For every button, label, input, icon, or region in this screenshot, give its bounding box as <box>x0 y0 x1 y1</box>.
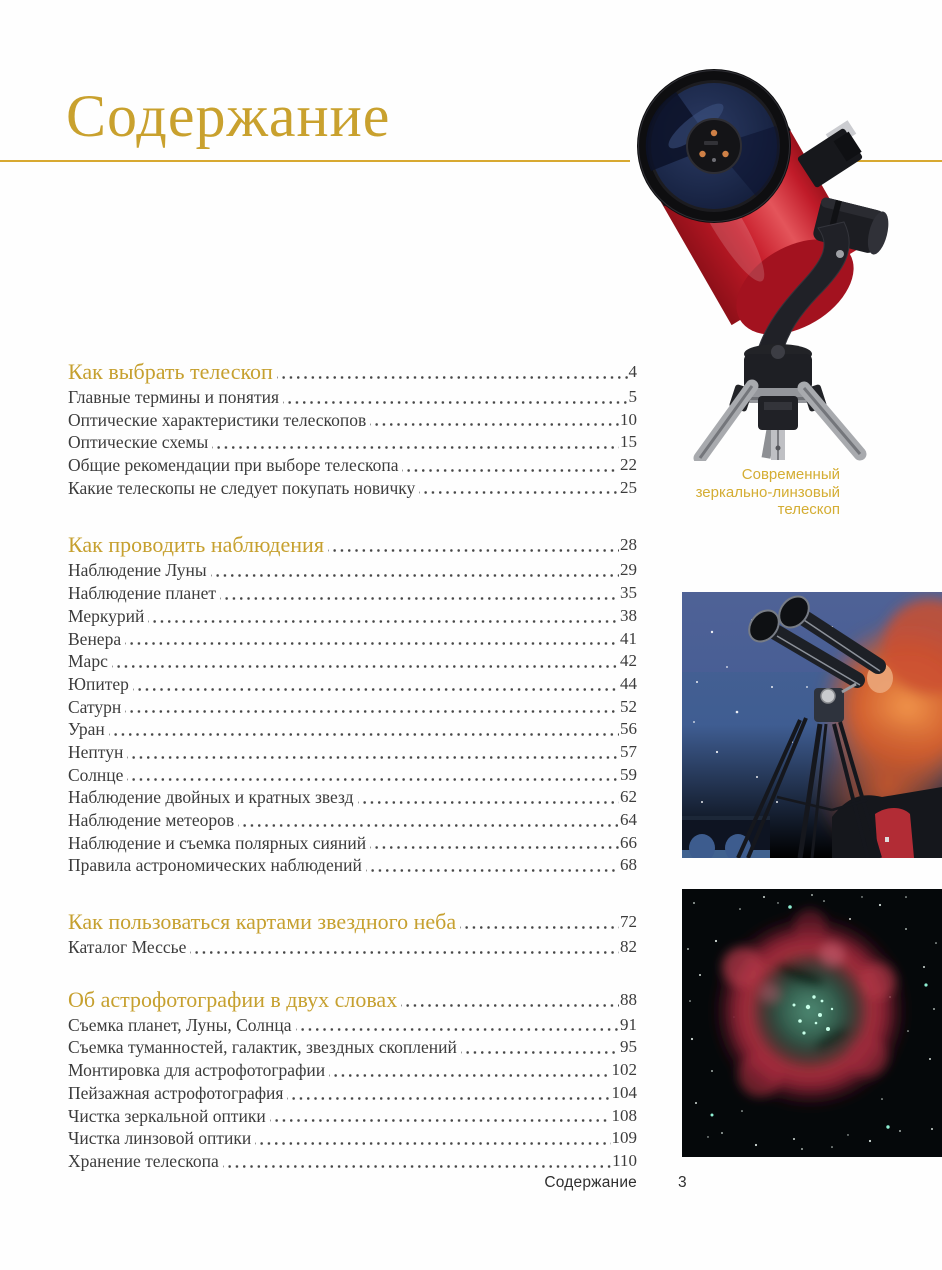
toc-item-label: Нептун <box>68 741 124 762</box>
toc-section-heading <box>68 530 637 559</box>
toc-section <box>68 985 637 1173</box>
footer-page-number: 3 <box>678 1174 687 1191</box>
toc-item <box>68 696 637 719</box>
toc-section <box>68 357 637 499</box>
telescope-caption <box>640 466 840 519</box>
toc-item <box>68 936 637 959</box>
toc-item-label: Чистка зеркальной оптики <box>68 1105 266 1126</box>
dot-leader <box>109 718 619 741</box>
toc-item-label: Наблюдение планет <box>68 583 216 604</box>
toc-item <box>68 854 637 877</box>
page-number: 15 <box>620 432 637 452</box>
toc-heading-label: Как пользоваться картами звездного неба <box>68 909 457 935</box>
page-number: 62 <box>620 787 637 807</box>
dot-leader <box>401 985 619 1014</box>
toc-item-label: Общие рекомендации при выборе телескопа <box>68 455 399 476</box>
dot-leader <box>190 936 619 959</box>
footer <box>68 1174 637 1192</box>
page-number: 59 <box>620 764 637 784</box>
toc-item <box>68 832 637 855</box>
dot-leader <box>125 628 619 651</box>
dot-leader <box>461 1036 619 1059</box>
dot-leader <box>419 477 619 500</box>
toc-item <box>68 1082 637 1105</box>
dot-leader <box>148 605 619 628</box>
page-number: 104 <box>611 1082 637 1102</box>
toc-heading-label: Как проводить наблюдения <box>68 532 324 558</box>
page-number: 56 <box>620 719 637 739</box>
dot-leader <box>211 559 619 582</box>
toc-item-label: Чистка линзовой оптики <box>68 1128 252 1149</box>
dot-leader <box>370 409 619 432</box>
toc-item-label: Венера <box>68 628 122 649</box>
page-number: 109 <box>611 1128 637 1148</box>
toc-item-label: Какие телескопы не следует покупать новичку <box>68 477 416 498</box>
toc-item <box>68 605 637 628</box>
toc-item <box>68 559 637 582</box>
toc-section <box>68 530 637 877</box>
toc-item-label: Хранение телескопа <box>68 1150 219 1171</box>
toc-heading-label: Как выбрать телескоп <box>68 359 273 384</box>
toc <box>68 357 637 1173</box>
toc-item <box>68 386 637 409</box>
page-number: 41 <box>620 628 637 648</box>
toc-item <box>68 454 637 477</box>
toc-item <box>68 1059 637 1082</box>
dot-leader <box>125 696 619 719</box>
page-number: 68 <box>620 855 637 875</box>
toc-item <box>68 809 637 832</box>
page-number: 5 <box>628 387 637 406</box>
page-number: 102 <box>611 1060 637 1080</box>
toc-item-label: Уран <box>68 719 105 740</box>
toc-item-label: Наблюдение Луны <box>68 560 207 581</box>
dot-leader <box>223 1150 611 1173</box>
footer-section-label: Содержание <box>544 1174 637 1191</box>
dot-leader <box>238 809 619 832</box>
dot-leader <box>255 1127 610 1150</box>
dot-leader <box>358 786 619 809</box>
page-number: 95 <box>620 1037 637 1057</box>
page-title: Содержание <box>66 83 391 149</box>
dot-leader <box>370 832 619 855</box>
toc-item-label: Каталог Мессье <box>68 937 187 958</box>
page-number: 52 <box>620 696 637 716</box>
dot-leader <box>277 357 628 386</box>
toc-item-label: Сатурн <box>68 696 122 717</box>
page-number: 22 <box>620 455 637 475</box>
toc-item-label: Марс <box>68 651 108 672</box>
dot-leader <box>220 582 619 605</box>
dot-leader <box>212 431 619 454</box>
toc-item <box>68 582 637 605</box>
page-number: 29 <box>620 560 637 580</box>
caption-line-3: телескоп <box>777 501 840 518</box>
dot-leader <box>329 1059 610 1082</box>
dot-leader <box>283 386 628 409</box>
toc-item <box>68 764 637 787</box>
toc-item-label: Съемка туманностей, галактик, звездных скоплений <box>68 1037 457 1058</box>
toc-item-label: Правила астрономических наблюдений <box>68 855 362 876</box>
toc-item <box>68 741 637 764</box>
dot-leader <box>296 1014 619 1037</box>
toc-item <box>68 718 637 741</box>
dot-leader <box>112 650 619 673</box>
toc-item-label: Наблюдение и съемка полярных сияний <box>68 832 367 853</box>
page-number: 4 <box>628 362 637 381</box>
observer-binoculars-photo <box>682 592 942 858</box>
toc-item <box>68 786 637 809</box>
toc-heading-label: Об астрофотографии в двух словах <box>68 986 398 1012</box>
toc-item <box>68 628 637 651</box>
toc-item-label: Монтировка для астрофотографии <box>68 1060 326 1081</box>
toc-item <box>68 673 637 696</box>
toc-item <box>68 1036 637 1059</box>
toc-item <box>68 1014 637 1037</box>
toc-item-label: Оптические характеристики телескопов <box>68 409 367 430</box>
toc-section <box>68 907 637 959</box>
toc-item <box>68 1127 637 1150</box>
toc-item-label: Юпитер <box>68 673 129 694</box>
toc-section-heading <box>68 907 637 936</box>
page-number: 42 <box>620 651 637 671</box>
caption-line-1: Современный <box>741 466 840 483</box>
page-number: 64 <box>620 810 637 829</box>
telescope-photo <box>606 56 892 460</box>
nebula-photo <box>682 889 942 1157</box>
toc-item-label: Меркурий <box>68 605 145 626</box>
toc-item <box>68 431 637 454</box>
page-number: 91 <box>620 1014 637 1034</box>
page-number: 108 <box>611 1105 637 1125</box>
page-number: 66 <box>620 832 637 852</box>
dot-leader <box>366 854 619 877</box>
dot-leader <box>127 764 619 787</box>
page-number: 57 <box>620 741 637 761</box>
toc-item <box>68 1105 637 1128</box>
toc-item-label: Съемка планет, Луны, Солнца <box>68 1014 292 1035</box>
toc-item <box>68 650 637 673</box>
dot-leader <box>460 907 619 936</box>
page-number: 88 <box>620 989 637 1009</box>
toc-item <box>68 409 637 432</box>
toc-item-label: Оптические схемы <box>68 432 209 453</box>
page-number: 10 <box>620 409 637 429</box>
toc-item <box>68 477 637 500</box>
gold-rule-left <box>0 160 630 162</box>
page-number: 72 <box>620 912 637 932</box>
dot-leader <box>133 673 619 696</box>
page-number: 38 <box>620 605 637 625</box>
toc-section-heading <box>68 985 637 1014</box>
toc-section-heading <box>68 357 637 386</box>
toc-item <box>68 1150 637 1173</box>
caption-line-2: зеркально-линзовый <box>695 483 840 501</box>
page-number: 28 <box>620 535 637 555</box>
page-number: 82 <box>620 937 637 957</box>
dot-leader <box>402 454 619 477</box>
page-number: 25 <box>620 477 637 497</box>
page-number: 110 <box>612 1150 637 1170</box>
dot-leader <box>287 1082 610 1105</box>
toc-item-label: Наблюдение метеоров <box>68 810 235 830</box>
telescope-illustration <box>606 56 892 461</box>
toc-item-label: Наблюдение двойных и кратных звезд <box>68 787 354 808</box>
toc-item-label: Пейзажная астрофотография <box>68 1082 284 1103</box>
toc-item-label: Главные термины и понятия <box>68 387 279 407</box>
dot-leader <box>328 530 619 559</box>
toc-item-label: Солнце <box>68 764 124 785</box>
page-number: 35 <box>620 583 637 603</box>
dot-leader <box>127 741 619 764</box>
page-number: 44 <box>620 673 637 693</box>
dot-leader <box>270 1105 611 1128</box>
